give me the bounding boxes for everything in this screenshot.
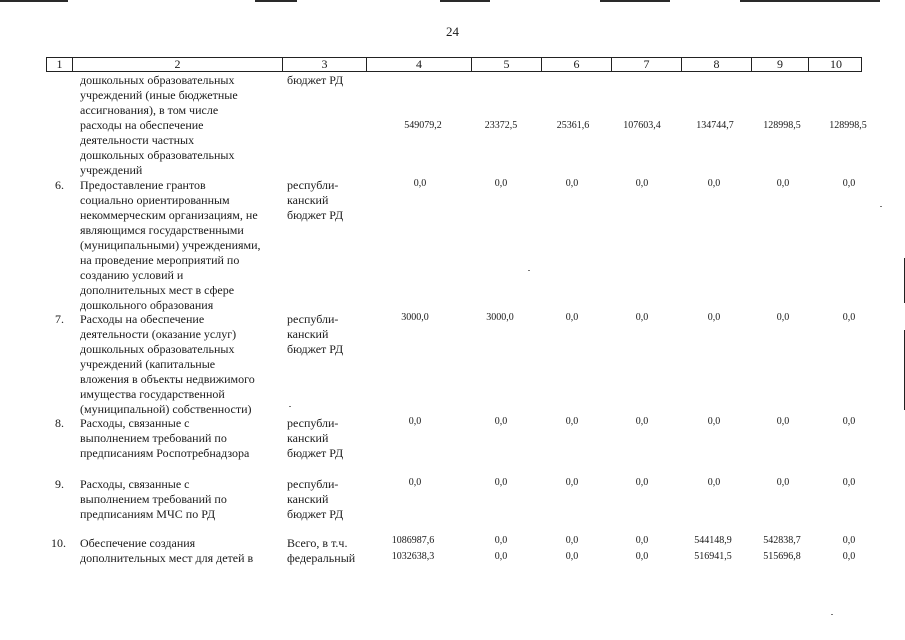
row-value: 0,0 <box>635 477 649 488</box>
row-value: 0,0 <box>413 178 427 189</box>
row-value: 0,0 <box>408 477 422 488</box>
row-source-line: канский <box>287 327 329 341</box>
row-name-line: учреждений (капитальные <box>80 357 216 371</box>
row-value: 0,0 <box>565 535 579 546</box>
row-source-line: республи- <box>287 178 339 192</box>
row-source-line: бюджет РД <box>287 73 344 87</box>
row-value: 0,0 <box>707 416 721 427</box>
row-value: 0,0 <box>842 551 856 562</box>
header-cell-4: 4 <box>367 58 472 71</box>
row-value: 0,0 <box>494 178 508 189</box>
row-source-line: Всего, в т.ч. <box>287 536 348 550</box>
header-cell-6: 6 <box>542 58 612 71</box>
row-value: 0,0 <box>707 178 721 189</box>
row-value: 3000,0 <box>401 312 429 323</box>
header-cell-8: 8 <box>682 58 752 71</box>
row-name-line: учреждений (иные бюджетные <box>80 88 238 102</box>
row-value: 0,0 <box>565 551 579 562</box>
row-source-line: бюджет РД <box>287 342 344 356</box>
header-cell-1: 1 <box>47 58 73 71</box>
row-name-line: дошкольных образовательных <box>80 342 235 356</box>
row-value: 0,0 <box>776 312 790 323</box>
row-value: 0,0 <box>635 312 649 323</box>
row-name-line: дошкольного образования <box>80 298 214 312</box>
row-name-line: деятельности (оказание услуг) <box>80 327 237 341</box>
row-value: 0,0 <box>565 416 579 427</box>
row-source-line: федеральный <box>287 551 356 565</box>
row-name-line: Расходы, связанные с <box>80 477 190 491</box>
row-name-line: имущества государственной <box>80 387 225 401</box>
row-name-line: деятельности частных <box>80 133 195 147</box>
row-source-line: канский <box>287 193 329 207</box>
row-name-line: предписаниям Роспотребнадзора <box>80 446 250 460</box>
row-source-line: бюджет РД <box>287 507 344 521</box>
header-cell-3: 3 <box>283 58 367 71</box>
row-value: 0,0 <box>494 551 508 562</box>
row-value: 107603,4 <box>623 120 661 131</box>
row-value: 0,0 <box>776 178 790 189</box>
row-value: 0,0 <box>842 477 856 488</box>
row-source-line: республи- <box>287 416 339 430</box>
row-value: 0,0 <box>635 535 649 546</box>
scan-speck <box>528 270 530 271</box>
row-value: 0,0 <box>776 477 790 488</box>
scan-edge-line <box>740 0 880 2</box>
row-name-line: являющимся государственными <box>80 223 244 237</box>
row-value: 25361,6 <box>556 120 590 131</box>
row-name-line: дополнительных мест в сфере <box>80 283 235 297</box>
row-source-line: канский <box>287 431 329 445</box>
row-name-line: учреждений <box>80 163 143 177</box>
row-number: 9. <box>55 477 64 491</box>
row-name-line: некоммерческим организациям, не <box>80 208 258 222</box>
row-name-line: дополнительных мест для детей в <box>80 551 254 565</box>
row-value: 0,0 <box>635 416 649 427</box>
row-value: 0,0 <box>842 535 856 546</box>
row-value: 134744,7 <box>696 120 734 131</box>
row-value: 1086987,6 <box>391 535 435 546</box>
row-value: 0,0 <box>842 312 856 323</box>
row-value: 0,0 <box>565 178 579 189</box>
row-name-line: предписаниям МЧС по РД <box>80 507 216 521</box>
row-name-line: социально ориентированным <box>80 193 230 207</box>
scan-edge-line <box>255 0 297 2</box>
page-number: 24 <box>446 24 459 39</box>
row-source-line: канский <box>287 492 329 506</box>
row-name-line: (муниципальными) учреждениями, <box>80 238 261 252</box>
row-name-line: дошкольных образовательных <box>80 148 235 162</box>
row-value: 0,0 <box>635 178 649 189</box>
row-name-line: (муниципальной) собственности) <box>80 402 252 416</box>
row-name-line: на проведение мероприятий по <box>80 253 240 267</box>
row-name-line: Предоставление грантов <box>80 178 206 192</box>
scan-speck <box>880 206 882 207</box>
row-value: 3000,0 <box>486 312 514 323</box>
scan-edge-line <box>0 0 68 2</box>
row-source-line: бюджет РД <box>287 208 344 222</box>
row-value: 0,0 <box>842 178 856 189</box>
row-value: 0,0 <box>565 312 579 323</box>
row-name-line: расходы на обеспечение <box>80 118 204 132</box>
row-value: 0,0 <box>842 416 856 427</box>
row-value: 0,0 <box>565 477 579 488</box>
row-name-line: Обеспечение создания <box>80 536 196 550</box>
row-name-line: дошкольных образовательных <box>80 73 235 87</box>
row-value: 0,0 <box>707 477 721 488</box>
scan-edge-line <box>440 0 490 2</box>
row-number: 7. <box>55 312 64 326</box>
row-number: 8. <box>55 416 64 430</box>
row-number: 10. <box>51 536 66 550</box>
row-value: 0,0 <box>635 551 649 562</box>
row-value: 0,0 <box>707 312 721 323</box>
row-source-line: республи- <box>287 312 339 326</box>
row-name-line: ассигнования), в том числе <box>80 103 219 117</box>
header-cell-5: 5 <box>472 58 542 71</box>
row-source-line: бюджет РД <box>287 446 344 460</box>
row-value: 0,0 <box>494 416 508 427</box>
row-name-line: Расходы, связанные с <box>80 416 190 430</box>
row-value: 128998,5 <box>829 120 867 131</box>
header-cell-10: 10 <box>830 57 842 71</box>
row-value: 0,0 <box>494 535 508 546</box>
row-value: 544148,9 <box>694 535 732 546</box>
row-value: 1032638,3 <box>391 551 435 562</box>
row-value: 549079,2 <box>404 120 442 131</box>
row-source-line: республи- <box>287 477 339 491</box>
scan-speck <box>289 406 291 407</box>
row-name-line: Расходы на обеспечение <box>80 312 205 326</box>
header-cell-2: 2 <box>73 58 283 71</box>
scan-speck <box>831 614 833 615</box>
row-number: 6. <box>55 178 64 192</box>
table-header-row <box>46 57 862 72</box>
row-value: 0,0 <box>776 416 790 427</box>
row-value: 23372,5 <box>484 120 518 131</box>
row-value: 0,0 <box>408 416 422 427</box>
row-name-line: вложения в объекты недвижимого <box>80 372 255 386</box>
header-cell-7: 7 <box>612 58 682 71</box>
scan-edge-line <box>600 0 670 2</box>
row-name-line: выполнением требований по <box>80 431 227 445</box>
header-cell-9: 9 <box>752 58 809 71</box>
row-name-line: выполнением требований по <box>80 492 227 506</box>
row-value: 542838,7 <box>763 535 801 546</box>
row-name-line: созданию условий и <box>80 268 184 282</box>
row-value: 128998,5 <box>763 120 801 131</box>
row-value: 515696,8 <box>763 551 801 562</box>
row-value: 0,0 <box>494 477 508 488</box>
row-value: 516941,5 <box>694 551 732 562</box>
